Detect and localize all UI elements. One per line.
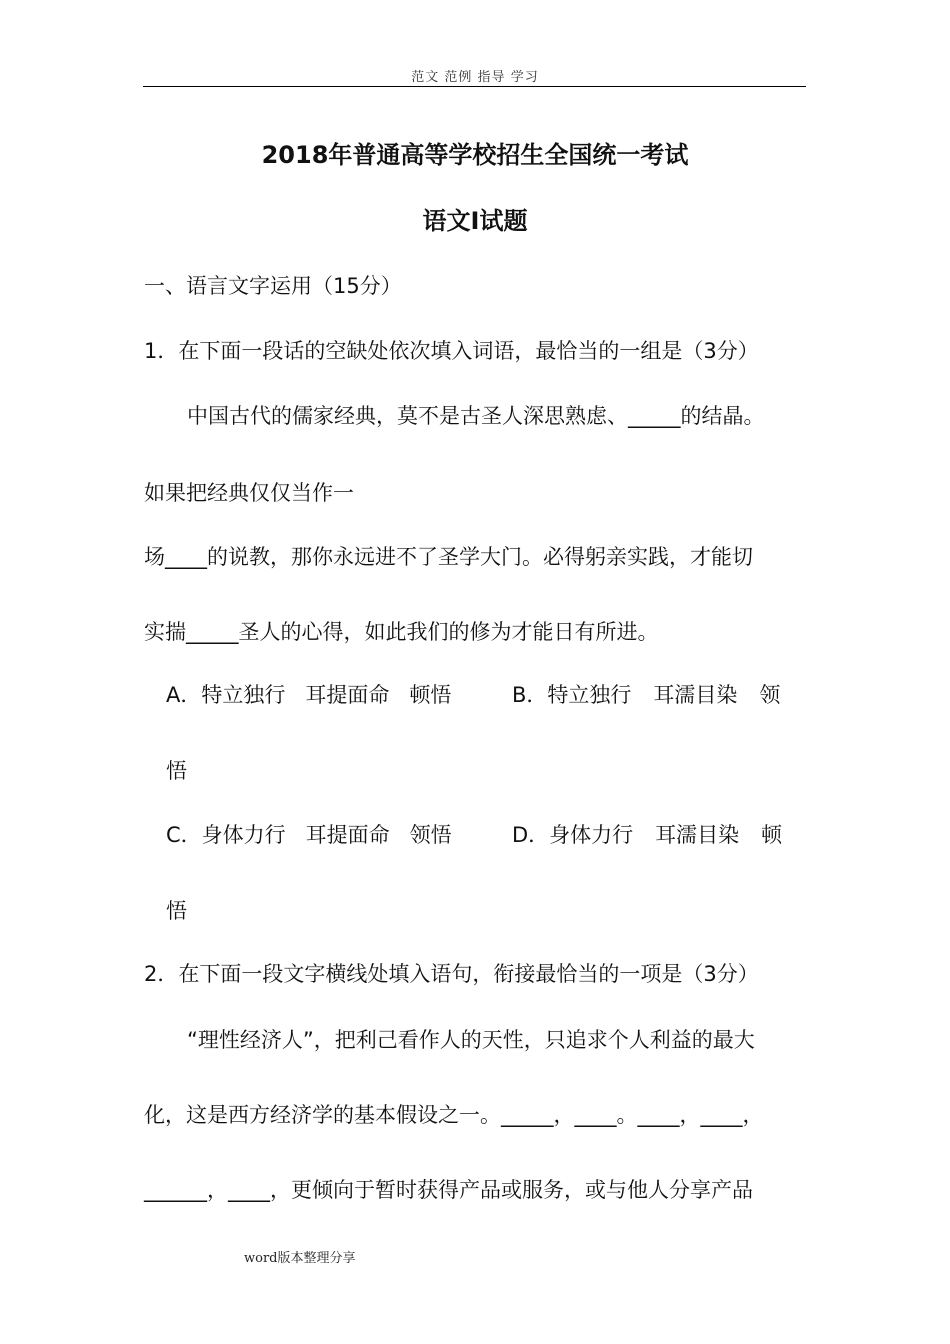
question-1-stem: 1．在下面一段话的空缺处依次填入词语，最恰当的一组是（3分） xyxy=(144,339,759,363)
option-c-word2: 耳提面命 xyxy=(305,823,390,847)
option-c-word3: 领悟 xyxy=(409,823,452,847)
option-d-wrap: 悟 xyxy=(166,899,187,923)
question-2-passage-line: “理性经济人”，把利己看作人的天性，只追求个人利益的最大 xyxy=(187,1028,755,1052)
question-2-passage-line: 化，这是西方经济学的基本假设之一。_____，____。____，____， xyxy=(144,1103,764,1127)
option-d-word1: D．身体力行 xyxy=(512,823,634,847)
exam-title: 2018年普通高等学校招生全国统一考试 xyxy=(261,141,689,169)
option-b xyxy=(512,679,780,709)
question-1-passage-line: 中国古代的儒家经典，莫不是古圣人深思熟虑、_____的结晶。 xyxy=(187,404,765,428)
option-d xyxy=(512,819,782,849)
page-header: 范文 范例 指导 学习 xyxy=(411,70,539,85)
option-b-word1: B．特立独行 xyxy=(512,683,632,707)
question-2-passage-line: ______，____，更倾向于暂时获得产品或服务，或与他人分享产品 xyxy=(144,1178,753,1202)
section-heading: 一、语言文字运用（15分） xyxy=(144,274,402,298)
page-footer: word版本整理分享 xyxy=(244,1251,356,1266)
question-2-stem: 2．在下面一段文字横线处填入语句，衔接最恰当的一项是（3分） xyxy=(144,962,759,986)
question-1-passage-line: 场____的说教，那你永远进不了圣学大门。必得躬亲实践，才能切 xyxy=(144,545,753,569)
option-b-word2: 耳濡目染 xyxy=(653,683,738,707)
header-divider xyxy=(143,86,806,87)
option-c xyxy=(166,819,452,849)
option-d-word3: 顿 xyxy=(761,823,783,847)
option-d-word2: 耳濡目染 xyxy=(655,823,740,847)
option-b-word3: 领 xyxy=(759,683,781,707)
option-a-word2: 耳提面命 xyxy=(305,683,390,707)
question-1-passage-line: 实揣_____圣人的心得，如此我们的修为才能日有所进。 xyxy=(144,620,659,644)
exam-subtitle: 语文I试题 xyxy=(422,207,528,235)
option-a-word3: 顿悟 xyxy=(409,683,452,707)
question-1-passage-line: 如果把经典仅仅当作一 xyxy=(144,481,354,505)
option-a-word1: A．特立独行 xyxy=(166,683,286,707)
option-b-wrap: 悟 xyxy=(166,759,187,783)
option-c-word1: C．身体力行 xyxy=(166,823,286,847)
option-a xyxy=(166,679,451,709)
